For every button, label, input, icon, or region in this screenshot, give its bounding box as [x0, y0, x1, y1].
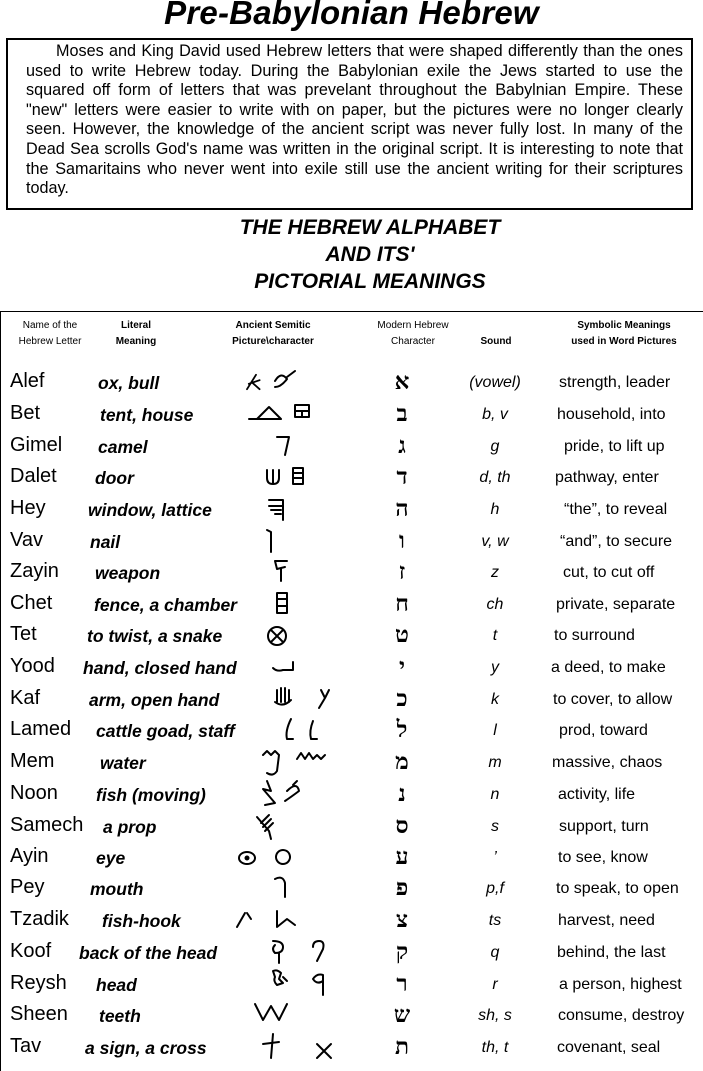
sound-value: ’ — [493, 849, 497, 866]
subtitle-line-2: AND ITS' — [325, 243, 415, 266]
symbolic-meaning: to surround — [554, 627, 635, 644]
literal-meaning: fish (moving) — [96, 785, 206, 805]
ancient-pictograph-icon — [235, 399, 345, 430]
header-symbolic: Symbolic Meanings used in Word Pictures — [571, 320, 677, 347]
sound-value: v, w — [481, 533, 509, 550]
symbolic-meaning: strength, leader — [559, 374, 671, 391]
sound-value: r — [492, 976, 498, 993]
modern-hebrew-character: ה — [395, 495, 409, 522]
modern-hebrew-character: ח — [395, 590, 409, 617]
modern-hebrew-character: א — [394, 368, 410, 395]
symbolic-meaning: prod, toward — [559, 722, 648, 739]
sound-value: h — [490, 501, 500, 518]
symbolic-meaning: private, separate — [556, 596, 676, 613]
header-ancient: Ancient Semitic Picture\character — [232, 320, 314, 347]
modern-hebrew-character: ת — [394, 1033, 410, 1060]
symbolic-meaning: covenant, seal — [557, 1039, 661, 1056]
literal-meaning: eye — [96, 848, 126, 868]
letter-name: Noon — [10, 782, 58, 804]
header-name: Name of the Hebrew Letter — [18, 320, 82, 347]
letter-name: Pey — [10, 876, 45, 898]
sound-value: g — [490, 438, 500, 455]
modern-hebrew-character: ק — [395, 938, 409, 965]
modern-hebrew-character: ב — [396, 400, 408, 427]
ancient-pictograph-icon — [235, 462, 345, 493]
sound-value: b, v — [482, 406, 508, 423]
modern-hebrew-character: נ — [398, 780, 406, 807]
sound-value: l — [493, 722, 497, 739]
literal-meaning: weapon — [95, 563, 161, 583]
letter-name: Gimel — [10, 434, 63, 456]
table-row — [0, 905, 703, 936]
literal-meaning: teeth — [99, 1006, 141, 1026]
modern-hebrew-character: פ — [395, 874, 409, 901]
sound-value: ts — [488, 912, 502, 929]
table-row — [0, 811, 703, 842]
table-row — [0, 589, 703, 620]
sound-value: y — [491, 659, 499, 676]
ancient-pictograph-icon — [235, 779, 345, 810]
header-literal: Literal Meaning — [115, 320, 157, 347]
table-row — [0, 462, 703, 493]
letter-name: Dalet — [10, 465, 57, 487]
sound-value: t — [492, 627, 498, 644]
literal-meaning: water — [100, 753, 146, 773]
letter-name: Bet — [10, 402, 41, 424]
modern-hebrew-character: ט — [395, 621, 409, 648]
symbolic-meaning: “and”, to secure — [560, 533, 673, 550]
table-row — [0, 652, 703, 683]
symbolic-meaning: support, turn — [559, 818, 649, 835]
modern-hebrew-character: צ — [395, 906, 409, 933]
ancient-pictograph-icon — [235, 431, 345, 462]
table-row — [0, 431, 703, 462]
modern-hebrew-character: ס — [395, 812, 409, 839]
table-row — [0, 969, 703, 1000]
table-row — [0, 779, 703, 810]
table-row — [0, 842, 703, 873]
modern-hebrew-character: מ — [395, 748, 409, 775]
table-row — [0, 367, 703, 398]
ancient-pictograph-icon — [235, 969, 345, 1000]
modern-hebrew-character: ג — [398, 432, 406, 459]
ancient-pictograph-icon — [235, 715, 345, 746]
literal-meaning: tent, house — [100, 405, 194, 425]
sound-value: q — [490, 944, 500, 961]
subtitle-line-1: THE HEBREW ALPHABET — [239, 216, 501, 239]
symbolic-meaning: consume, destroy — [558, 1007, 685, 1024]
letter-name: Tzadik — [10, 908, 69, 930]
literal-meaning: back of the head — [79, 943, 218, 963]
sound-value: m — [488, 754, 502, 771]
symbolic-meaning: behind, the last — [557, 944, 666, 961]
letter-name: Koof — [10, 940, 52, 962]
table-row — [0, 557, 703, 588]
header-modern: Modern Hebrew Character — [377, 320, 449, 347]
symbolic-meaning: household, into — [557, 406, 666, 423]
ancient-pictograph-icon — [235, 684, 345, 715]
literal-meaning: cattle goad, staff — [96, 721, 235, 741]
intro-box — [6, 38, 693, 210]
literal-meaning: fence, a chamber — [94, 595, 237, 615]
sound-value: k — [491, 691, 499, 708]
symbolic-meaning: activity, life — [558, 786, 636, 803]
symbolic-meaning: “the”, to reveal — [564, 501, 668, 518]
ancient-pictograph-icon — [235, 367, 345, 398]
literal-meaning: a prop — [103, 817, 157, 837]
modern-hebrew-character: י — [398, 653, 406, 680]
literal-meaning: a sign, a cross — [85, 1038, 207, 1058]
ancient-pictograph-icon — [235, 589, 345, 620]
table-row — [0, 620, 703, 651]
symbolic-meaning: to see, know — [558, 849, 648, 866]
sound-value: d, th — [479, 469, 511, 486]
header-sound: Sound — [480, 336, 512, 347]
table-row — [0, 399, 703, 430]
letter-name: Lamed — [10, 718, 72, 740]
literal-meaning: fish-hook — [102, 911, 181, 931]
letter-name: Hey — [10, 497, 46, 519]
symbolic-meaning: pathway, enter — [555, 469, 659, 486]
ancient-pictograph-icon — [235, 842, 345, 873]
symbolic-meaning: to speak, to open — [556, 880, 679, 897]
literal-meaning: ox, bull — [98, 373, 160, 393]
sound-value: z — [491, 564, 499, 581]
intro-text: Moses and King David used Hebrew letters that were shaped differently than the ones used to write Hebrew today. During the Babylonian exile the Jews started to use the squared off form of letters that was prevelant throughout the Babylnian Empire. These "new" letters were easier to write with on paper, but the pictures were no longer clearly seen. However, the knowledge of the ancient script was never fully lost. In many of the Dead Sea scrolls God's name was written in the original script. It is interesting to note that the Samaritains who never went into exile still use the ancient writing for their scriptures today. — [26, 42, 683, 198]
symbolic-meaning: a deed, to make — [551, 659, 666, 676]
literal-meaning: nail — [90, 532, 121, 552]
literal-meaning: head — [96, 975, 137, 995]
ancient-pictograph-icon — [235, 1032, 345, 1063]
table-row — [0, 747, 703, 778]
sound-value: th, t — [481, 1039, 509, 1056]
ancient-pictograph-icon — [235, 905, 345, 936]
letter-name: Tav — [10, 1035, 42, 1057]
letter-name: Ayin — [10, 845, 49, 867]
table-row — [0, 873, 703, 904]
sound-value: s — [491, 818, 499, 835]
letter-name: Tet — [10, 623, 37, 645]
symbolic-meaning: pride, to lift up — [564, 438, 665, 455]
ancient-pictograph-icon — [235, 873, 345, 904]
symbolic-meaning: harvest, need — [558, 912, 655, 929]
ancient-pictograph-icon — [235, 1000, 345, 1031]
table-row — [0, 494, 703, 525]
modern-hebrew-character: ד — [396, 463, 408, 490]
literal-meaning: mouth — [90, 879, 144, 899]
sound-value: sh, s — [478, 1007, 512, 1024]
literal-meaning: arm, open hand — [89, 690, 220, 710]
letter-name: Sheen — [10, 1003, 68, 1025]
table-row — [0, 1000, 703, 1031]
table-row — [0, 684, 703, 715]
literal-meaning: to twist, a snake — [87, 626, 223, 646]
letter-name: Reysh — [10, 972, 67, 994]
letter-name: Chet — [10, 592, 53, 614]
table-row — [0, 526, 703, 557]
ancient-pictograph-icon — [235, 557, 345, 588]
symbolic-meaning: cut, to cut off — [563, 564, 655, 581]
page-title: Pre-Babylonian Hebrew — [164, 0, 539, 31]
literal-meaning: door — [95, 468, 134, 488]
subtitle-line-3: PICTORIAL MEANINGS — [254, 270, 486, 293]
letter-name: Yood — [10, 655, 55, 677]
modern-hebrew-character: כ — [396, 685, 408, 712]
symbolic-meaning: to cover, to allow — [553, 691, 673, 708]
sound-value: n — [490, 786, 500, 803]
letter-name: Alef — [10, 370, 45, 392]
symbolic-meaning: a person, highest — [559, 976, 682, 993]
ancient-pictograph-icon — [235, 526, 345, 557]
modern-hebrew-character: ש — [393, 1001, 411, 1028]
letter-name: Kaf — [10, 687, 41, 709]
letter-name: Vav — [10, 529, 43, 551]
ancient-pictograph-icon — [235, 620, 345, 651]
table-row — [0, 715, 703, 746]
ancient-pictograph-icon — [235, 494, 345, 525]
sound-value: (vowel) — [469, 374, 521, 391]
symbolic-meaning: massive, chaos — [552, 754, 663, 771]
table-row — [0, 937, 703, 968]
literal-meaning: window, lattice — [88, 500, 212, 520]
letter-name: Zayin — [10, 560, 59, 582]
ancient-pictograph-icon — [235, 747, 345, 778]
ancient-pictograph-icon — [235, 652, 345, 683]
letter-name: Samech — [10, 814, 84, 836]
letter-name: Mem — [10, 750, 55, 772]
sound-value: ch — [486, 596, 504, 613]
literal-meaning: camel — [98, 437, 148, 457]
table-row — [0, 1032, 703, 1063]
modern-hebrew-character: ל — [396, 716, 408, 743]
literal-meaning: hand, closed hand — [83, 658, 237, 678]
modern-hebrew-character: ר — [396, 970, 408, 997]
modern-hebrew-character: ו — [399, 527, 405, 554]
modern-hebrew-character: ע — [395, 843, 409, 870]
ancient-pictograph-icon — [235, 937, 345, 968]
ancient-pictograph-icon — [235, 811, 345, 842]
sound-value: p,f — [486, 880, 504, 897]
modern-hebrew-character: ז — [398, 558, 406, 585]
